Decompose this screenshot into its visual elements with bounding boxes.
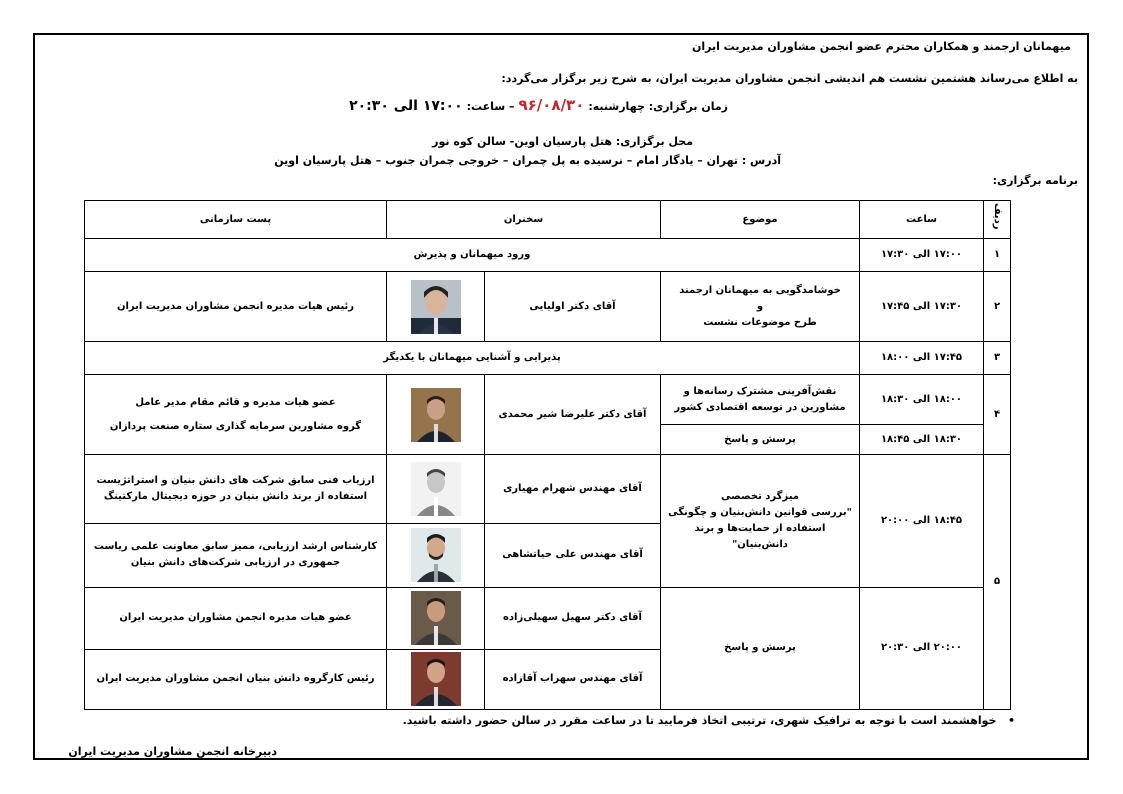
row-topic: نقش‌آفرینی مشترک رسانه‌ها و مشاورین در توسعه اقتصادی کشور [661, 375, 860, 425]
avatar [411, 462, 461, 516]
col-speakers: سخنران [387, 201, 661, 239]
row-number: ۵ [984, 455, 1011, 710]
speaker-position: عضو هیات مدیره انجمن مشاوران مدیریت ایران [85, 587, 387, 649]
row-time: ۱۷:۰۰ الی ۱۷:۳۰ [860, 239, 984, 272]
row-topic: پرسش و پاسخ [661, 425, 860, 455]
speaker-photo [387, 587, 485, 649]
row-topic: خوشامدگویی به میهمانان ارجمند و طرح موضوعات نشست [661, 272, 860, 342]
table-header-row [85, 201, 1011, 239]
row-text: پذیرایی و آشنایی میهمانان با یکدیگر [85, 342, 860, 375]
speaker-position: رئیس کارگروه دانش بنیان انجمن مشاوران مدیریت ایران [85, 649, 387, 709]
row-number: ۴ [984, 375, 1011, 455]
avatar [411, 652, 461, 706]
avatar [411, 528, 461, 582]
table-row [85, 239, 1011, 272]
col-time: ساعت [860, 201, 984, 239]
table-row [85, 375, 1011, 425]
row-time: ۱۷:۳۰ الی ۱۷:۴۵ [860, 272, 984, 342]
greeting: میهمانان ارجمند و همکاران محترم عضو انجمن مشاوران مدیریت ایران [691, 40, 1071, 53]
speaker-position: کارشناس ارشد ارزیابی، ممیز سابق معاونت علمی ریاست جمهوری در ارزیابی شرکت‌های دانش بنیان [85, 523, 387, 587]
speaker-photo [387, 455, 485, 523]
speaker-name: آقای دکتر سهیل سهیلی‌زاده [485, 587, 661, 649]
speaker-position: ارزیاب فنی سابق شرکت های دانش بنیان و استراتژیست استفاده از برند دانش بنیان در حوزه دیجیتال مارکتینگ [85, 455, 387, 523]
speaker-photo [387, 272, 485, 342]
schedule-table [84, 200, 1011, 710]
signature: دبیرخانه انجمن مشاوران مدیریت ایران [68, 745, 277, 758]
row-time: ۱۷:۴۵ الی ۱۸:۰۰ [860, 342, 984, 375]
speaker-position: رئیس هیات مدیره انجمن مشاوران مدیریت ایران [85, 272, 387, 342]
row-time: ۱۸:۴۵ الی ۲۰:۰۰ [860, 455, 984, 587]
col-row: ردیف [984, 201, 1011, 239]
row-number: ۲ [984, 272, 1011, 342]
row-topic: پرسش و پاسخ [661, 587, 860, 709]
intro: به اطلاع می‌رساند هشتمین نشست هم اندیشی انجمن مشاوران مدیریت ایران، به شرح زیر برگزار می‌گردد: [501, 72, 1078, 85]
event-date: ۹۶/۰۸/۳۰ [518, 96, 585, 114]
speaker-name: آقای مهندس شهرام مهیاری [485, 455, 661, 523]
bullet-dot: • [996, 714, 1015, 727]
speaker-name: آقای مهندس علی حیاتشاهی [485, 523, 661, 587]
avatar [411, 280, 461, 334]
event-time [349, 96, 728, 114]
speaker-position: عضو هیات مدیره و قائم مقام مدیر عامل گروه مشاورین سرمایه گذاری ستاره صنعت پردازان [85, 375, 387, 455]
col-position: پست سازمانی [85, 201, 387, 239]
speaker-name: آقای دکتر علیرضا شیر محمدی [485, 375, 661, 455]
venue: محل برگزاری: هتل پارسیان اوین- سالن کوه نور [432, 135, 693, 148]
time-prefix: زمان برگزاری: چهارشنبه: [588, 100, 728, 113]
speaker-name: آقای مهندس سهراب آقازاده [485, 649, 661, 709]
col-topic: موضوع [661, 201, 860, 239]
time-mid: – ساعت: [466, 100, 515, 113]
speaker-photo [387, 375, 485, 455]
table-row [85, 587, 1011, 649]
time-range: ۱۷:۰۰ الی ۲۰:۳۰ [349, 98, 463, 114]
address: آدرس : تهران – یادگار امام – نرسیده به پل چمران – خروجی چمران جنوب – هتل پارسیان اوین [274, 154, 781, 167]
avatar [411, 388, 461, 442]
row-text: ورود میهمانان و پذیرش [85, 239, 860, 272]
table-row [85, 455, 1011, 523]
speaker-photo [387, 523, 485, 587]
table-row [85, 342, 1011, 375]
row-number: ۳ [984, 342, 1011, 375]
speaker-name: آقای دکتر اولیایی [485, 272, 661, 342]
table-row [85, 272, 1011, 342]
program-label: برنامه برگزاری: [992, 174, 1078, 187]
footer-note: • خواهشمند است با توجه به ترافیک شهری، ترتیبی اتخاذ فرمایید تا در ساعت مقرر در سالن حضور داشته باشید. [402, 714, 1015, 727]
row-topic: میزگرد تخصصی "بررسی قوانین دانش‌بنیان و چگونگی استفاده از حمایت‌ها و برند دانش‌بنیان" [661, 455, 860, 587]
speaker-photo [387, 649, 485, 709]
row-time: ۲۰:۰۰ الی ۲۰:۳۰ [860, 587, 984, 709]
row-time: ۱۸:۰۰ الی ۱۸:۳۰ [860, 375, 984, 425]
row-number: ۱ [984, 239, 1011, 272]
row-time: ۱۸:۳۰ الی ۱۸:۴۵ [860, 425, 984, 455]
avatar [411, 591, 461, 645]
